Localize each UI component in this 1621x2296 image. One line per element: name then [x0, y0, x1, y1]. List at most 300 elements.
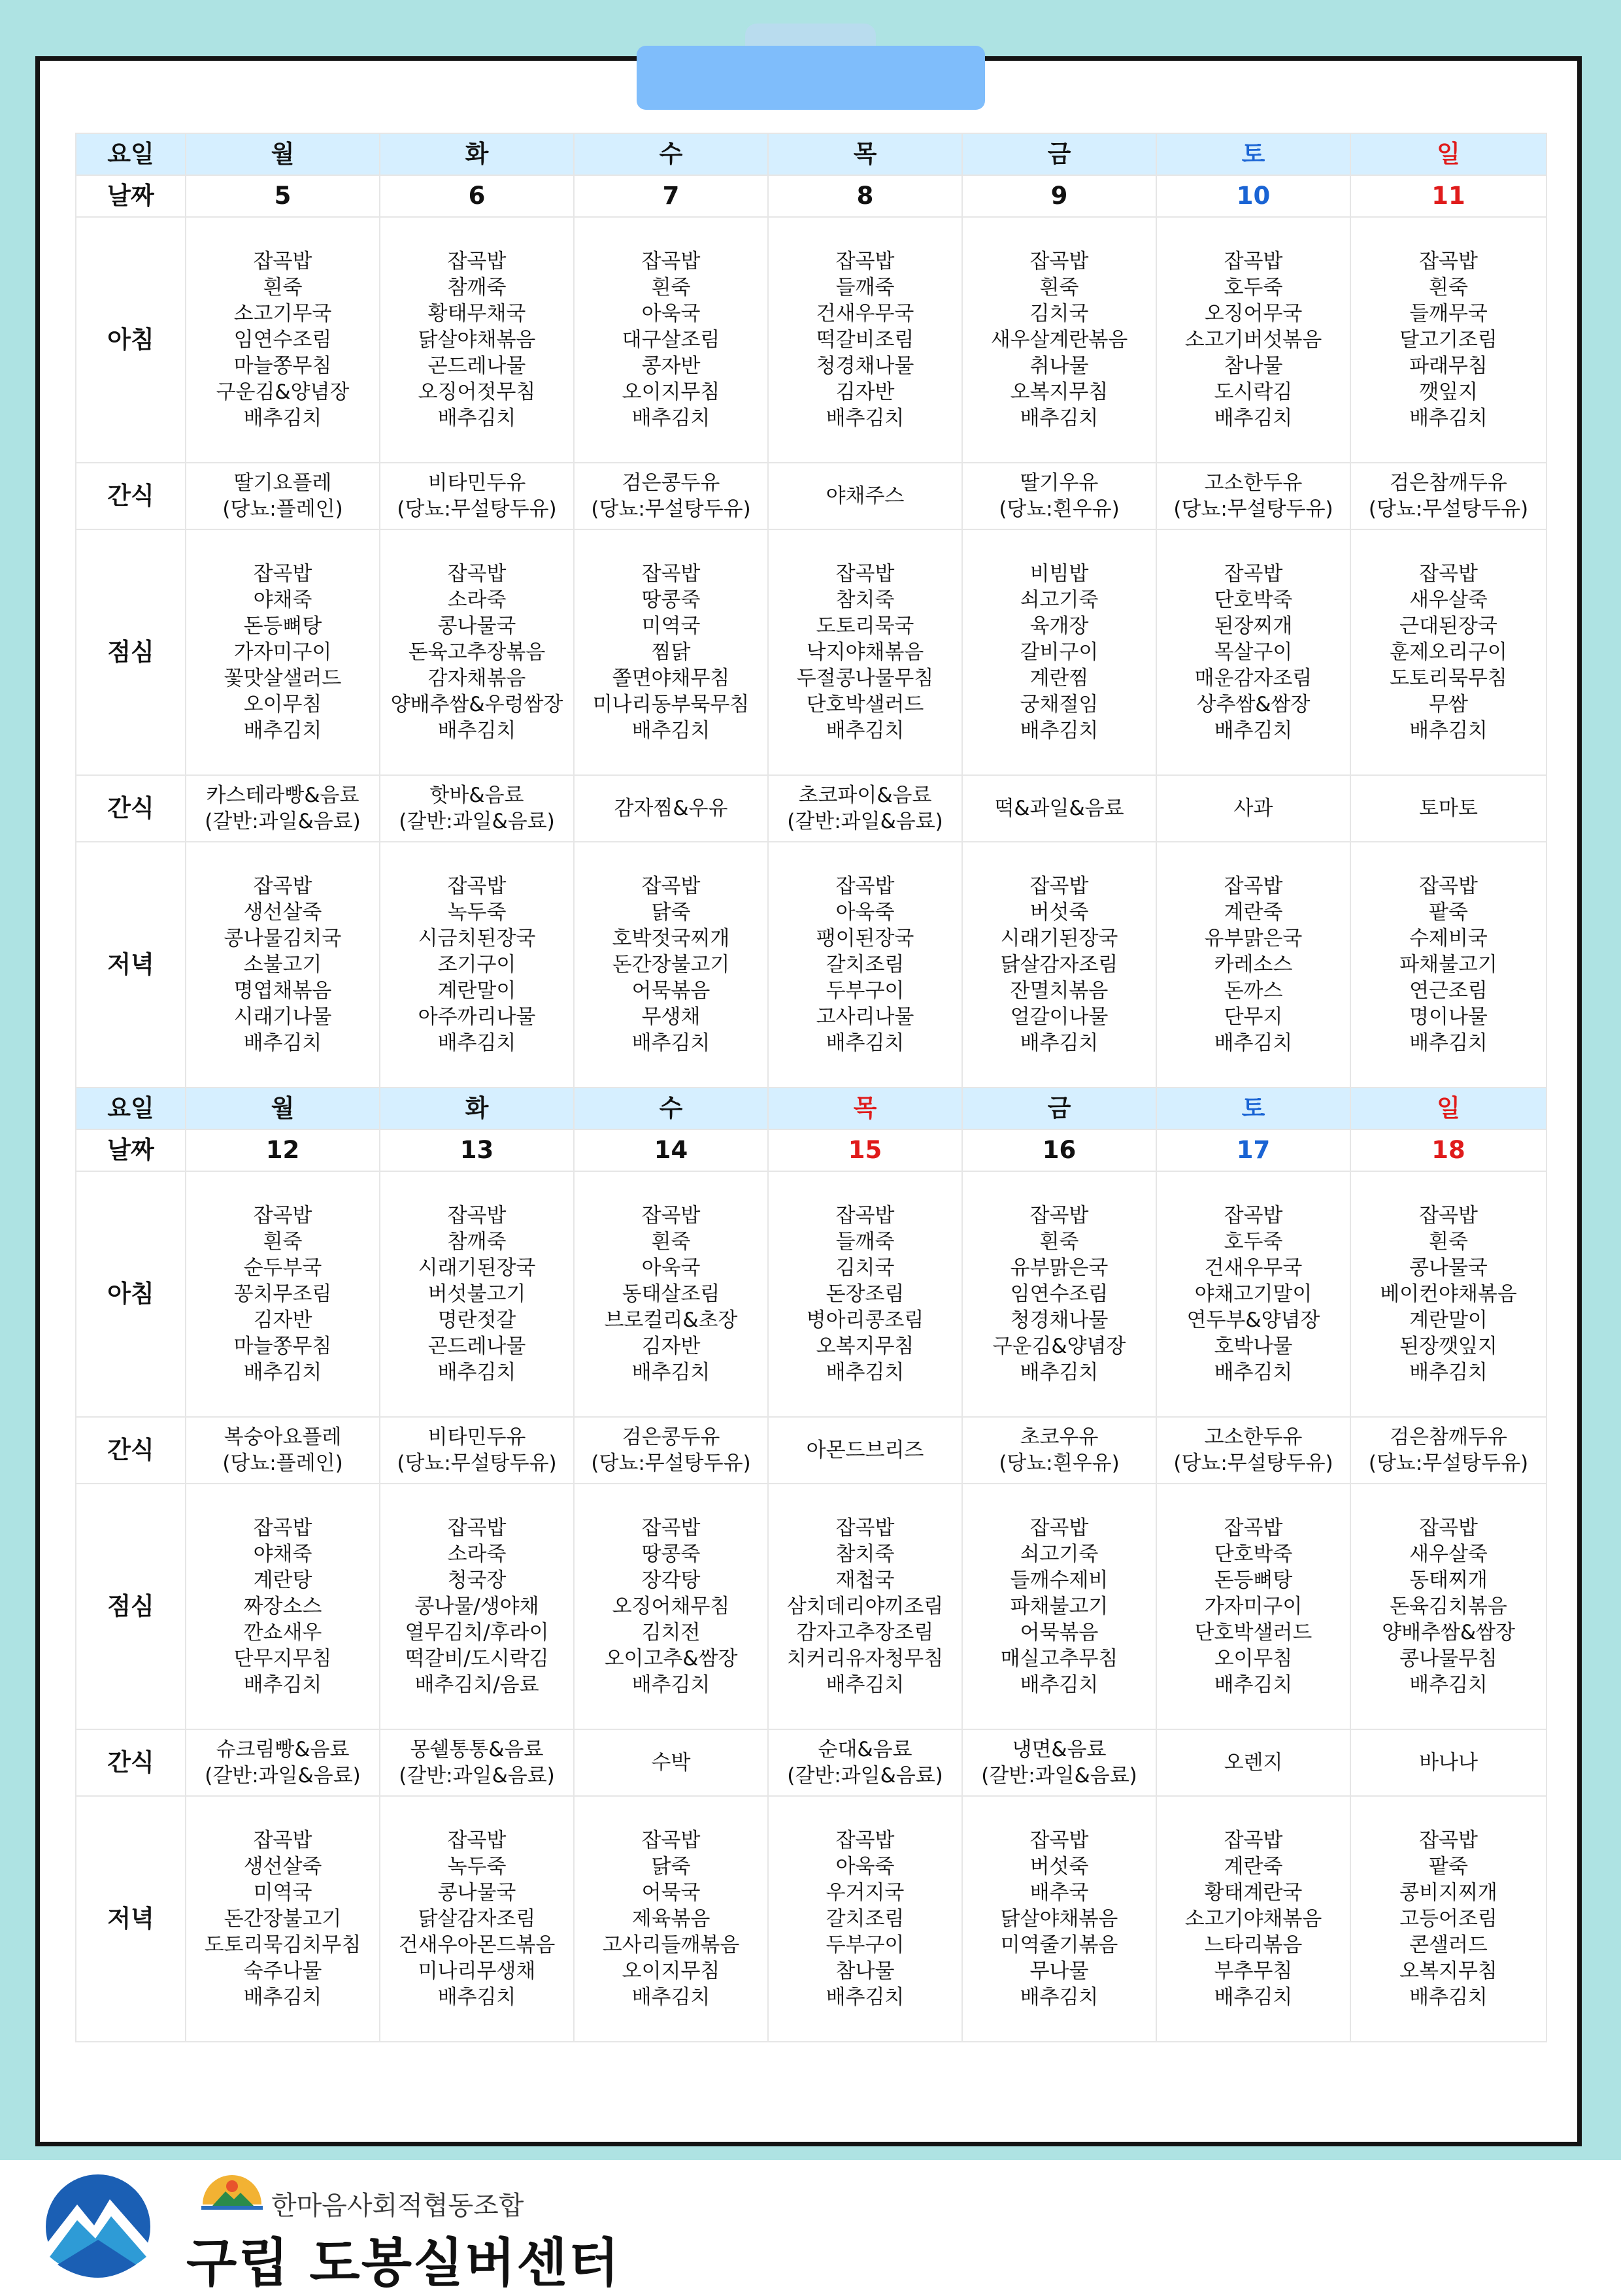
date-label: 날짜 — [76, 1129, 186, 1171]
lunch-cell — [768, 529, 962, 775]
menu-item: 잡곡밥 — [253, 1516, 312, 1540]
menu-item: 계란죽 — [1224, 901, 1283, 924]
menu-item: 감자고추장조림 — [796, 1621, 934, 1644]
menu-item: 숙주나물 — [243, 1959, 322, 1983]
menu-item: 잡곡밥 — [1224, 250, 1283, 273]
menu-item: 건새우무국 — [1204, 1256, 1303, 1280]
day-name: 목 — [768, 133, 962, 175]
menu-item: 시래기나물 — [233, 1005, 332, 1029]
menu-item: 오징어젓무침 — [418, 380, 536, 404]
menu-item: 새우살계란볶음 — [990, 328, 1128, 352]
snack1-cell — [186, 463, 380, 529]
menu-item: 미역국 — [253, 1881, 312, 1905]
day-name: 수 — [574, 1088, 768, 1129]
menu-item: 들깨수제비 — [1010, 1569, 1109, 1592]
menu-item: 오복지무침 — [1010, 380, 1109, 404]
menu-item: 임연수조림 — [233, 328, 332, 352]
menu-item: 아몬드브리즈 — [806, 1439, 924, 1462]
day-name: 토 — [1156, 1088, 1350, 1129]
coop-emblem-icon — [196, 2173, 268, 2219]
snack1-cell — [1156, 463, 1350, 529]
menu-item: 잡곡밥 — [253, 562, 312, 586]
menu-item: 오이무침 — [1214, 1647, 1293, 1671]
menu-item: 명란젓갈 — [437, 1308, 516, 1332]
menu-item: 명이나물 — [1409, 1005, 1488, 1029]
menu-item: 배추김치 — [826, 1031, 905, 1055]
menu-item: (갈반:과일&음료) — [787, 1764, 943, 1788]
menu-item: 시래기된장국 — [418, 1256, 536, 1280]
dinner-cell — [1156, 842, 1350, 1088]
menu-item: 배추김치 — [1214, 407, 1293, 430]
menu-item: 잡곡밥 — [835, 562, 895, 586]
menu-item: 버섯죽 — [1029, 1855, 1089, 1878]
menu-item: (당뇨:무설탕두유) — [397, 497, 557, 521]
menu-item: 배추김치 — [631, 1031, 710, 1055]
menu-item: 청경채나물 — [816, 354, 914, 378]
menu-item: 배추김치 — [1020, 1673, 1099, 1697]
menu-item: 삼치데리야끼조림 — [786, 1595, 944, 1618]
menu-item: 잡곡밥 — [1224, 1829, 1283, 1852]
menu-item: 비타민두유 — [427, 1425, 526, 1449]
menu-item: 배추김치 — [243, 1361, 322, 1384]
date-cell: 17 — [1156, 1129, 1350, 1171]
menu-item: 고사리나물 — [816, 1005, 914, 1029]
lunch-cell — [962, 529, 1156, 775]
menu-item: 녹두죽 — [447, 1855, 507, 1878]
snack2-cell — [1350, 1729, 1546, 1796]
menu-item: 배추김치/음료 — [414, 1673, 539, 1697]
lunch-cell — [1156, 529, 1350, 775]
menu-item: 잡곡밥 — [447, 562, 507, 586]
snack2-cell — [962, 1729, 1156, 1796]
menu-item: (갈반:과일&음료) — [205, 810, 361, 833]
snack2-cell — [768, 775, 962, 842]
menu-item: 잡곡밥 — [1224, 874, 1283, 898]
menu-item: 흰죽 — [1429, 276, 1468, 299]
menu-item: 녹두죽 — [447, 901, 507, 924]
menu-item: 깻잎지 — [1419, 380, 1478, 404]
day-name: 목 — [768, 1088, 962, 1129]
menu-item: 배추김치 — [631, 1986, 710, 2009]
menu-item: 고소한두유 — [1204, 1425, 1303, 1449]
day-name: 월 — [186, 1088, 380, 1129]
snack1-cell — [380, 1417, 574, 1484]
menu-item: 조기구이 — [437, 953, 516, 976]
menu-item: 장각탕 — [641, 1569, 701, 1592]
menu-item: 참나물 — [835, 1959, 895, 1983]
menu-item: 초코우유 — [1020, 1425, 1099, 1449]
menu-item: 배추김치 — [1409, 1031, 1488, 1055]
menu-item: 유부맑은국 — [1204, 927, 1303, 950]
menu-item: 콩나물국 — [437, 1881, 516, 1905]
menu-item: 버섯죽 — [1029, 901, 1089, 924]
menu-item: 오렌지 — [1224, 1751, 1283, 1774]
menu-item: 호박나물 — [1214, 1335, 1293, 1358]
snack2-cell — [962, 775, 1156, 842]
menu-item: 황태계란국 — [1204, 1881, 1303, 1905]
menu-item: 땅콩죽 — [641, 588, 701, 612]
menu-item: 파채불고기 — [1010, 1595, 1109, 1618]
day-name: 월 — [186, 133, 380, 175]
menu-item: 딸기요플레 — [233, 471, 332, 495]
menu-item: 순대&음료 — [818, 1738, 912, 1761]
date-cell: 14 — [574, 1129, 768, 1171]
snack2-cell — [186, 1729, 380, 1796]
menu-item: (갈반:과일&음료) — [399, 1764, 555, 1788]
lunch-cell — [574, 529, 768, 775]
menu-item: 감자채볶음 — [427, 667, 526, 690]
menu-item: 궁채절임 — [1020, 693, 1099, 716]
snack2-cell — [574, 775, 768, 842]
menu-item: 생선살죽 — [243, 901, 322, 924]
menu-item: 잡곡밥 — [1224, 1204, 1283, 1227]
menu-item: 닭살감자조림 — [418, 1907, 536, 1931]
menu-item: 소고기야채볶음 — [1184, 1907, 1322, 1931]
day-label: 요일 — [76, 133, 186, 175]
dinner-cell — [574, 1796, 768, 2042]
menu-item: 어묵볶음 — [1020, 1621, 1099, 1644]
menu-item: 아욱국 — [641, 302, 701, 325]
menu-item: 어묵볶음 — [631, 979, 710, 1003]
menu-item: 찜닭 — [651, 641, 691, 664]
menu-item: 갈치조림 — [826, 1907, 905, 1931]
menu-item: 잡곡밥 — [835, 1516, 895, 1540]
clipboard-clip — [637, 46, 985, 110]
menu-item: 부추무침 — [1214, 1959, 1293, 1983]
snack2-row — [76, 1729, 1546, 1796]
date-cell: 9 — [962, 175, 1156, 217]
menu-item: 미나리동부묵무침 — [592, 693, 750, 716]
menu-item: 오이고추&쌈장 — [604, 1647, 738, 1671]
menu-item: 배추김치 — [1020, 1031, 1099, 1055]
menu-item: 취나물 — [1029, 354, 1089, 378]
lunch-label: 점심 — [76, 1484, 186, 1729]
menu-item: 배추김치 — [1409, 407, 1488, 430]
menu-item: 청국장 — [447, 1569, 507, 1592]
menu-item: 된장깻잎지 — [1399, 1335, 1497, 1358]
menu-item: 배추김치 — [631, 407, 710, 430]
menu-item: 배추김치 — [437, 407, 516, 430]
menu-item: 김자반 — [835, 380, 895, 404]
menu-item: 흰죽 — [651, 1230, 691, 1254]
menu-item: 바나나 — [1419, 1751, 1478, 1774]
date-cell: 15 — [768, 1129, 962, 1171]
menu-item: (당뇨:무설탕두유) — [591, 497, 751, 521]
menu-item: 짜장소스 — [243, 1595, 322, 1618]
menu-item: 카스테라빵&음료 — [206, 784, 359, 807]
snack2-cell — [1350, 775, 1546, 842]
date-cell: 8 — [768, 175, 962, 217]
menu-item: 고소한두유 — [1204, 471, 1303, 495]
dinner-cell — [768, 842, 962, 1088]
menu-item: 도토리묵김치무침 — [204, 1933, 361, 1957]
menu-item: 단호박샐러드 — [806, 693, 924, 716]
menu-item: 두부구이 — [826, 979, 905, 1003]
menu-item: 버섯불고기 — [427, 1282, 526, 1306]
menu-item: 마늘쫑무침 — [233, 1335, 332, 1358]
snack2-cell — [1156, 775, 1350, 842]
menu-item: 잡곡밥 — [1029, 1829, 1089, 1852]
menu-item: 복숭아요플레 — [224, 1425, 342, 1449]
breakfast-row — [76, 1171, 1546, 1417]
snack1-cell — [1156, 1417, 1350, 1484]
coop-name: 한마음사회적협동조합 — [271, 2191, 524, 2221]
menu-item: 잡곡밥 — [253, 874, 312, 898]
menu-item: 핫바&음료 — [429, 784, 524, 807]
menu-item: 콩자반 — [641, 354, 701, 378]
menu-item: 배추김치 — [1214, 1986, 1293, 2009]
menu-item: 목살구이 — [1214, 641, 1293, 664]
menu-item: 잡곡밥 — [447, 1516, 507, 1540]
menu-item: 닭살감자조림 — [1000, 953, 1118, 976]
menu-item: 돈육김치볶음 — [1390, 1595, 1507, 1618]
menu-item: (당뇨:무설탕두유) — [1173, 1452, 1333, 1475]
menu-item: 명엽채볶음 — [233, 979, 332, 1003]
menu-item: 배추김치 — [631, 719, 710, 742]
breakfast-cell — [1156, 1171, 1350, 1417]
date-cell: 10 — [1156, 175, 1350, 217]
menu-item: 쫄면야채무침 — [612, 667, 730, 690]
dinner-cell — [1156, 1796, 1350, 2042]
menu-item: 얼갈이나물 — [1010, 1005, 1109, 1029]
menu-item: 카레소스 — [1214, 953, 1293, 976]
menu-item: 들깨죽 — [835, 276, 895, 299]
menu-item: 참깨죽 — [447, 1230, 507, 1254]
breakfast-cell — [186, 217, 380, 463]
menu-item: 배추김치 — [826, 1673, 905, 1697]
dinner-cell — [1350, 1796, 1546, 2042]
menu-item: 잡곡밥 — [1029, 874, 1089, 898]
menu-item: 순두부국 — [243, 1256, 322, 1280]
dinner-cell — [574, 842, 768, 1088]
menu-item: 오이무침 — [243, 693, 322, 716]
menu-item: 무생채 — [641, 1005, 701, 1029]
menu-item: 야채죽 — [253, 588, 312, 612]
snack1-cell — [186, 1417, 380, 1484]
menu-item: 호두죽 — [1224, 1230, 1283, 1254]
menu-item: 브로컬리&초장 — [604, 1308, 738, 1332]
menu-item: 흰죽 — [263, 1230, 303, 1254]
menu-item: 배추김치 — [826, 719, 905, 742]
menu-item: 단무지 — [1224, 1005, 1283, 1029]
menu-item: 아주까리나물 — [418, 1005, 536, 1029]
menu-item: 잡곡밥 — [1419, 562, 1478, 586]
menu-item: 유부맑은국 — [1010, 1256, 1109, 1280]
menu-item: 매실고추무침 — [1000, 1647, 1118, 1671]
menu-item: 콩나물무침 — [1399, 1647, 1497, 1671]
menu-item: 냉면&음료 — [1012, 1738, 1107, 1761]
menu-item: 소고기버섯볶음 — [1184, 328, 1322, 352]
menu-item: 배추김치 — [1409, 1361, 1488, 1384]
menu-item: 배추김치 — [243, 719, 322, 742]
menu-item: 근대된장국 — [1399, 614, 1497, 638]
menu-item: 미역국 — [641, 614, 701, 638]
menu-item: 갈비구이 — [1020, 641, 1099, 664]
snack1-cell — [380, 463, 574, 529]
snack1-cell — [1350, 463, 1546, 529]
menu-item: 잡곡밥 — [641, 250, 701, 273]
menu-item: 돈간장불고기 — [224, 1907, 342, 1931]
menu-item: 배추김치 — [437, 1031, 516, 1055]
menu-item: 두부구이 — [826, 1933, 905, 1957]
menu-item: 배추김치 — [1409, 1986, 1488, 2009]
menu-item: 배추김치 — [437, 1986, 516, 2009]
date-cell: 5 — [186, 175, 380, 217]
menu-item: 잡곡밥 — [1419, 250, 1478, 273]
day-label: 요일 — [76, 1088, 186, 1129]
day-header-row — [76, 1088, 1546, 1129]
menu-item: 호박젓국찌개 — [612, 927, 730, 950]
menu-item: 잡곡밥 — [835, 250, 895, 273]
breakfast-cell — [574, 1171, 768, 1417]
menu-item: 고사리들깨볶음 — [602, 1933, 740, 1957]
menu-item: 아욱국 — [641, 1256, 701, 1280]
menu-item: 육개장 — [1029, 614, 1089, 638]
lunch-cell — [380, 529, 574, 775]
lunch-row — [76, 529, 1546, 775]
lunch-cell — [186, 1484, 380, 1729]
day-name: 금 — [962, 1088, 1156, 1129]
menu-item: 가자미구이 — [1204, 1595, 1303, 1618]
breakfast-label: 아침 — [76, 217, 186, 463]
menu-item: 잡곡밥 — [447, 1204, 507, 1227]
menu-item: 오복지무침 — [816, 1335, 914, 1358]
menu-item: 건새우아몬드볶음 — [398, 1933, 556, 1957]
snack2-cell — [574, 1729, 768, 1796]
menu-item: 배추김치 — [1214, 1031, 1293, 1055]
menu-item: 생선살죽 — [243, 1855, 322, 1878]
menu-item: 떡갈비/도시락김 — [405, 1647, 549, 1671]
date-row — [76, 1129, 1546, 1171]
menu-item: (당뇨:흰우유) — [999, 1452, 1120, 1475]
menu-item: 잡곡밥 — [641, 1516, 701, 1540]
snack2-cell — [1156, 1729, 1350, 1796]
menu-item: 잡곡밥 — [1029, 250, 1089, 273]
menu-item: 잡곡밥 — [1224, 1516, 1283, 1540]
menu-item: 열무김치/후라이 — [405, 1621, 549, 1644]
menu-item: 구운김&양념장 — [216, 380, 350, 404]
dinner-row — [76, 1796, 1546, 2042]
menu-item: 잡곡밥 — [253, 250, 312, 273]
menu-item: 계란말이 — [1409, 1308, 1488, 1332]
snack1-cell — [962, 463, 1156, 529]
menu-item: 새우살죽 — [1409, 1542, 1488, 1566]
menu-item: 단호박샐러드 — [1194, 1621, 1312, 1644]
menu-item: 마늘쫑무침 — [233, 354, 332, 378]
lunch-cell — [574, 1484, 768, 1729]
menu-item: 청경채나물 — [1010, 1308, 1109, 1332]
menu-item: 된장찌개 — [1214, 614, 1293, 638]
menu-item: 소불고기 — [243, 953, 322, 976]
dinner-cell — [962, 1796, 1156, 2042]
breakfast-row — [76, 217, 1546, 463]
menu-item: 도토리묵국 — [816, 614, 914, 638]
menu-item: 사과 — [1233, 797, 1273, 820]
menu-item: 배추김치 — [1214, 1673, 1293, 1697]
day-name: 토 — [1156, 133, 1350, 175]
menu-item: 야채주스 — [826, 484, 905, 508]
menu-item: 비빔밥 — [1029, 562, 1089, 586]
menu-item: 곤드레나물 — [427, 354, 526, 378]
menu-item: 오복지무침 — [1399, 1959, 1497, 1983]
menu-item: 파채불고기 — [1399, 953, 1497, 976]
menu-item: 배추김치 — [631, 1673, 710, 1697]
menu-item: 잡곡밥 — [253, 1829, 312, 1852]
menu-item: 동태찌개 — [1409, 1569, 1488, 1592]
menu-item: 배추김치 — [826, 407, 905, 430]
menu-item: 검은콩두유 — [622, 1425, 720, 1449]
menu-item: 돈등뼈탕 — [243, 614, 322, 638]
menu-item: 잡곡밥 — [1419, 1204, 1478, 1227]
snack2-cell — [380, 775, 574, 842]
lunch-cell — [1156, 1484, 1350, 1729]
menu-item: 콩나물국 — [437, 614, 516, 638]
menu-item: 팥죽 — [1429, 1855, 1468, 1878]
menu-item: 떡갈비조림 — [816, 328, 914, 352]
menu-item: 치커리유자청무침 — [786, 1647, 944, 1671]
menu-item: (갈반:과일&음료) — [399, 810, 555, 833]
snack-label: 간식 — [76, 1417, 186, 1484]
menu-item: 배추김치 — [1020, 1361, 1099, 1384]
menu-item: 슈크림빵&음료 — [216, 1738, 350, 1761]
menu-item: 닭살야채볶음 — [418, 328, 536, 352]
menu-item: 비타민두유 — [427, 471, 526, 495]
menu-item: 팽이된장국 — [816, 927, 914, 950]
day-header-row — [76, 133, 1546, 175]
menu-item: 쇠고기죽 — [1020, 588, 1099, 612]
dinner-label: 저녁 — [76, 842, 186, 1088]
menu-item: 양배추쌈&쌈장 — [1382, 1621, 1515, 1644]
lunch-label: 점심 — [76, 529, 186, 775]
menu-item: 몽쉘통통&음료 — [410, 1738, 544, 1761]
menu-item: 잡곡밥 — [835, 874, 895, 898]
dinner-cell — [962, 842, 1156, 1088]
snack-label: 간식 — [76, 775, 186, 842]
snack1-cell — [574, 463, 768, 529]
meal-menu-table — [75, 133, 1547, 2042]
date-cell: 16 — [962, 1129, 1156, 1171]
menu-item: 배추김치 — [1020, 719, 1099, 742]
menu-item: 배추김치 — [1214, 719, 1293, 742]
menu-item: (당뇨:무설탕두유) — [1173, 497, 1333, 521]
menu-item: 곤드레나물 — [427, 1335, 526, 1358]
menu-item: 꽁치무조림 — [233, 1282, 332, 1306]
menu-item: 초코파이&음료 — [798, 784, 932, 807]
breakfast-cell — [380, 1171, 574, 1417]
menu-item: 흰죽 — [1039, 1230, 1079, 1254]
menu-item: 참치죽 — [835, 588, 895, 612]
menu-item: 흰죽 — [1039, 276, 1079, 299]
snack1-cell — [768, 1417, 962, 1484]
breakfast-cell — [962, 1171, 1156, 1417]
menu-item: 잡곡밥 — [641, 562, 701, 586]
menu-item: 무쌈 — [1429, 693, 1468, 716]
menu-item: 김치전 — [641, 1621, 701, 1644]
dinner-cell — [380, 842, 574, 1088]
menu-item: 들깨죽 — [835, 1230, 895, 1254]
menu-item: 어묵국 — [641, 1881, 701, 1905]
lunch-cell — [768, 1484, 962, 1729]
lunch-cell — [1350, 1484, 1546, 1729]
menu-item: 김치국 — [1029, 302, 1089, 325]
dinner-label: 저녁 — [76, 1796, 186, 2042]
menu-item: 배추김치 — [631, 1361, 710, 1384]
date-label: 날짜 — [76, 175, 186, 217]
menu-item: 무나물 — [1029, 1959, 1089, 1983]
menu-item: 닭죽 — [651, 1855, 691, 1878]
menu-item: 꽃맛살샐러드 — [224, 667, 342, 690]
date-row — [76, 175, 1546, 217]
